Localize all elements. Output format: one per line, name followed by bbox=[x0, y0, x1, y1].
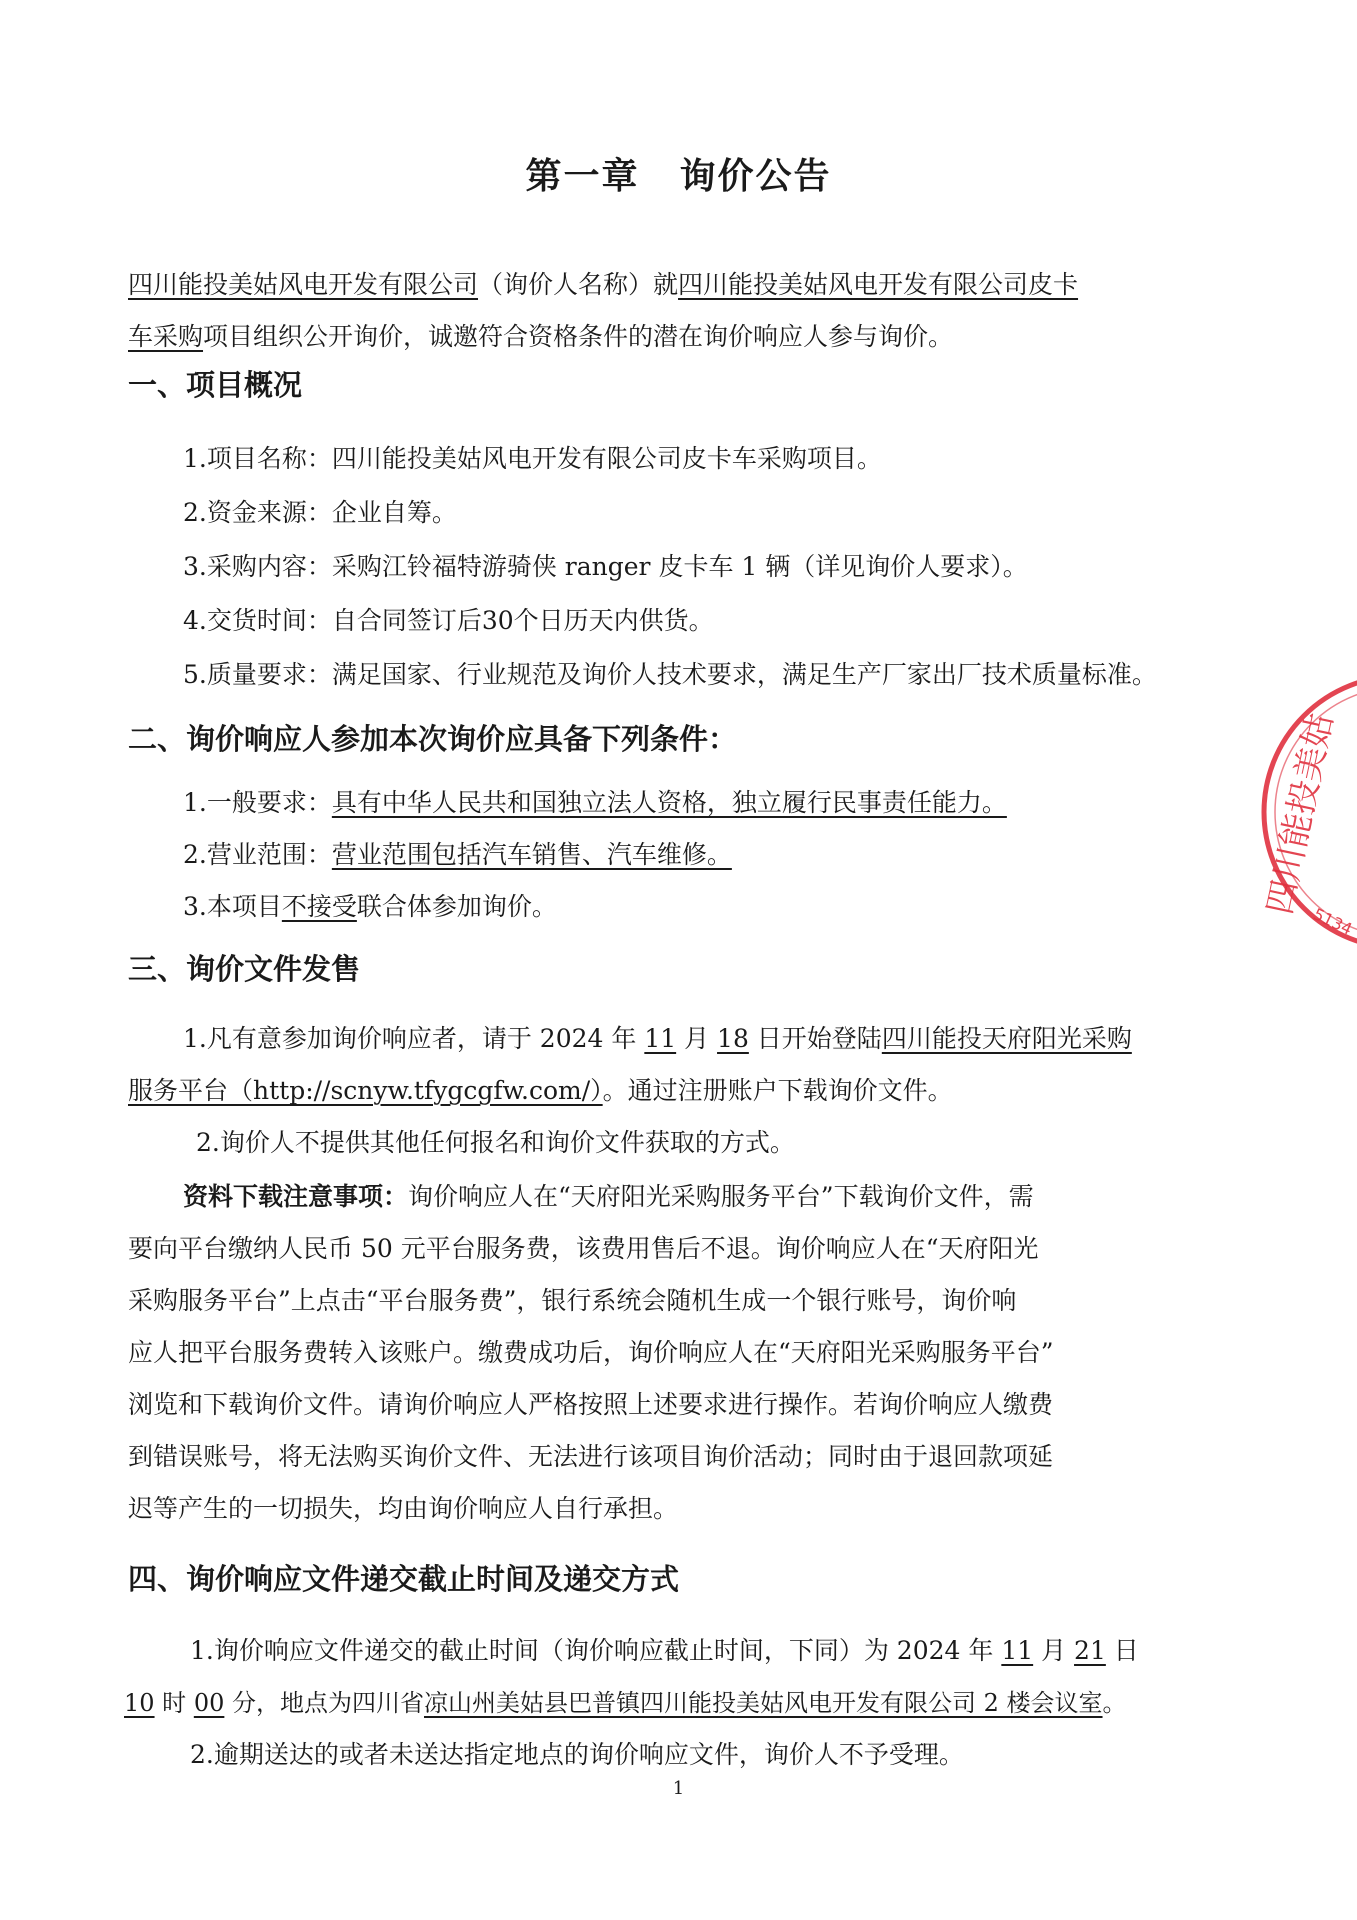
s3-note-line-4: 应人把平台服务费转入该账户。缴费成功后，询价响应人在“天府阳光采购服务平台” bbox=[128, 1338, 1054, 1367]
s3-para-2: 2.询价人不提供其他任何报名和询价文件获取的方式。 bbox=[196, 1128, 795, 1157]
section-3-heading: 三、询价文件发售 bbox=[128, 952, 361, 986]
seal-text: 四川能投美姑 bbox=[1259, 710, 1342, 918]
s3-note-line-2: 要向平台缴纳人民币 50 元平台服务费，该费用售后不退。询价响应人在“天府阳光 bbox=[128, 1234, 1039, 1263]
section-4-heading: 四、询价响应文件递交截止时间及递交方式 bbox=[128, 1562, 680, 1596]
s4-para-2: 2.逾期送达的或者未送达指定地点的询价响应文件，询价人不予受理。 bbox=[190, 1740, 964, 1769]
section-2-heading: 二、询价响应人参加本次询价应具备下列条件： bbox=[128, 722, 738, 756]
s1-item-4: 4.交货时间：自合同签订后30个日历天内供货。 bbox=[183, 606, 714, 635]
s3-note-line-5: 浏览和下载询价文件。请询价响应人严格按照上述要求进行操作。若询价响应人缴费 bbox=[128, 1390, 1054, 1419]
s1-item-5: 5.质量要求：满足国家、行业规范及询价人技术要求，满足生产厂家出厂技术质量标准。 bbox=[183, 660, 1157, 689]
s3-note-line-3: 采购服务平台”上点击“平台服务费”，银行系统会随机生成一个银行账号，询价响 bbox=[128, 1286, 1017, 1315]
s1-item-1: 1.项目名称：四川能投美姑风电开发有限公司皮卡车采购项目。 bbox=[183, 444, 882, 473]
s1-item-2: 2.资金来源：企业自筹。 bbox=[183, 498, 457, 527]
s3-note-line-6: 到错误账号，将无法购买询价文件、无法进行该项目询价活动；同时由于退回款项延 bbox=[128, 1442, 1054, 1471]
page-title: 第一章 询价公告 bbox=[525, 156, 832, 197]
seal-code: 5134 bbox=[1310, 904, 1356, 939]
s4-para-1-line-2: 10 时 00 分，地点为四川省凉山州美姑县巴普镇四川能投美姑风电开发有限公司 2 楼会议室。 bbox=[124, 1689, 1127, 1717]
intro-line-1: 四川能投美姑风电开发有限公司（询价人名称）就四川能投美姑风电开发有限公司皮卡 bbox=[128, 270, 1079, 299]
s3-note-line-7: 迟等产生的一切损失，均由询价响应人自行承担。 bbox=[128, 1494, 679, 1523]
s4-para-1-line-1: 1.询价响应文件递交的截止时间（询价响应截止时间，下同）为 2024 年 11 月 21 日 bbox=[190, 1636, 1139, 1665]
s2-item-1: 1.一般要求：具有中华人民共和国独立法人资格，独立履行民事责任能力。 bbox=[183, 788, 1007, 817]
section-1-heading: 一、项目概况 bbox=[128, 368, 303, 402]
company-seal-stamp bbox=[1250, 680, 1357, 970]
s2-item-3: 3.本项目不接受联合体参加询价。 bbox=[183, 892, 557, 921]
page-number: 1 bbox=[672, 1778, 685, 1799]
s2-item-2: 2.营业范围：营业范围包括汽车销售、汽车维修。 bbox=[183, 840, 732, 869]
s1-item-3: 3.采购内容：采购江铃福特游骑侠 ranger 皮卡车 1 辆（详见询价人要求）。 bbox=[183, 552, 1028, 581]
s3-note-line-1: 资料下载注意事项：询价响应人在“天府阳光采购服务平台”下载询价文件，需 bbox=[183, 1182, 1034, 1211]
intro-line-2: 车采购项目组织公开询价，诚邀符合资格条件的潜在询价响应人参与询价。 bbox=[128, 322, 954, 351]
s3-para-1-line-1: 1.凡有意参加询价响应者，请于 2024 年 11 月 18 日开始登陆四川能投天府阳光采购 bbox=[183, 1024, 1132, 1053]
s3-para-1-line-2: 服务平台（http://scnyw.tfygcgfw.com/）。通过注册账户下载询价文件。 bbox=[128, 1076, 953, 1105]
